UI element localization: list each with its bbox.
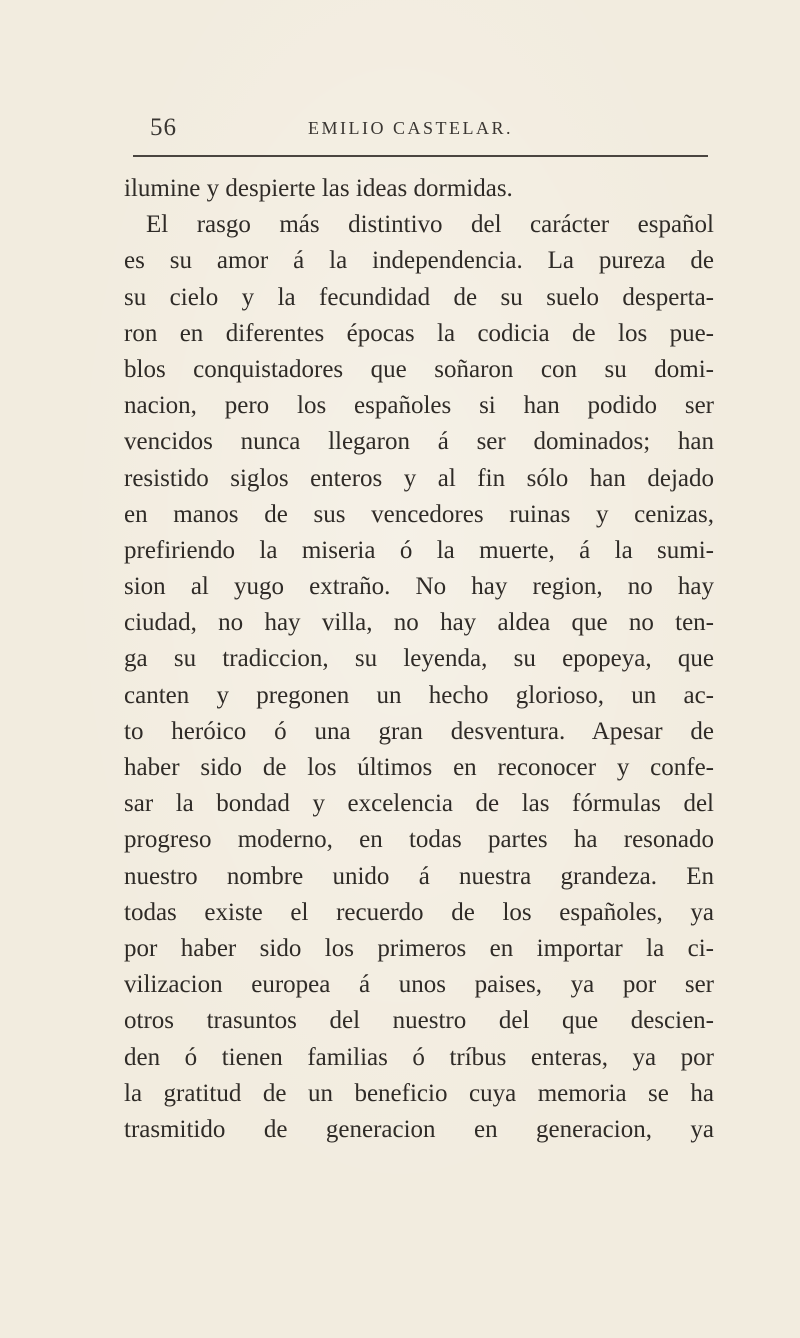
text-line: trasmitido de generacion en generacion, ya <box>124 1115 714 1143</box>
text-line: den ó tienen familias ó tríbus enteras, ya por <box>124 1043 714 1071</box>
page-number: 56 <box>150 114 177 141</box>
text-line: es su amor á la independencia. La pureza de <box>124 247 714 275</box>
text-line: canten y pregonen un hecho glorioso, un ac- <box>124 681 714 709</box>
text-line: nacion, pero los españoles si han podido ser <box>124 392 714 420</box>
text-line: ciudad, no hay villa, no hay aldea que no ten- <box>124 609 714 637</box>
text-line: resistido siglos enteros y al fin sólo han dejado <box>124 464 714 492</box>
text-line: prefiriendo la miseria ó la muerte, á la sumi- <box>124 536 714 564</box>
text-line: haber sido de los últimos en reconocer y confe- <box>124 754 714 781</box>
header-rule <box>133 155 708 157</box>
text-line: nuestro nombre unido á nuestra grandeza. En <box>124 862 714 890</box>
text-line: sion al yugo extraño. No hay region, no hay <box>124 573 714 601</box>
text-line: to heróico ó una gran desventura. Apesar de <box>124 717 714 745</box>
text-line: El rasgo más distintivo del carácter español <box>146 211 714 239</box>
text-line: en manos de sus vencedores ruinas y cenizas, <box>124 500 714 528</box>
page-header <box>150 114 710 144</box>
text-line: blos conquistadores que soñaron con su domi- <box>124 355 714 383</box>
text-line: vilizacion europea á unos paises, ya por ser <box>124 971 714 999</box>
text-line: vencidos nunca llegaron á ser dominados; han <box>124 428 714 456</box>
text-line: la gratitud de un beneficio cuya memoria se ha <box>124 1079 714 1107</box>
text-line: otros trasuntos del nuestro del que descien- <box>124 1007 714 1035</box>
text-line: su cielo y la fecundidad de su suelo desperta- <box>124 283 714 311</box>
text-line: todas existe el recuerdo de los españoles, ya <box>124 898 714 926</box>
text-line: ga su tradiccion, su leyenda, su epopeya, que <box>124 645 714 673</box>
text-line: ron en diferentes épocas la codicia de los pue- <box>124 319 714 347</box>
body-text <box>124 171 714 1148</box>
running-head: EMILIO CASTELAR. <box>308 118 513 138</box>
text-line: ilumine y despierte las ideas dormidas. <box>124 175 513 202</box>
text-line: por haber sido los primeros en importar la ci- <box>124 934 714 962</box>
text-line: progreso moderno, en todas partes ha resonado <box>124 826 714 854</box>
text-line: sar la bondad y excelencia de las fórmulas del <box>124 790 714 818</box>
